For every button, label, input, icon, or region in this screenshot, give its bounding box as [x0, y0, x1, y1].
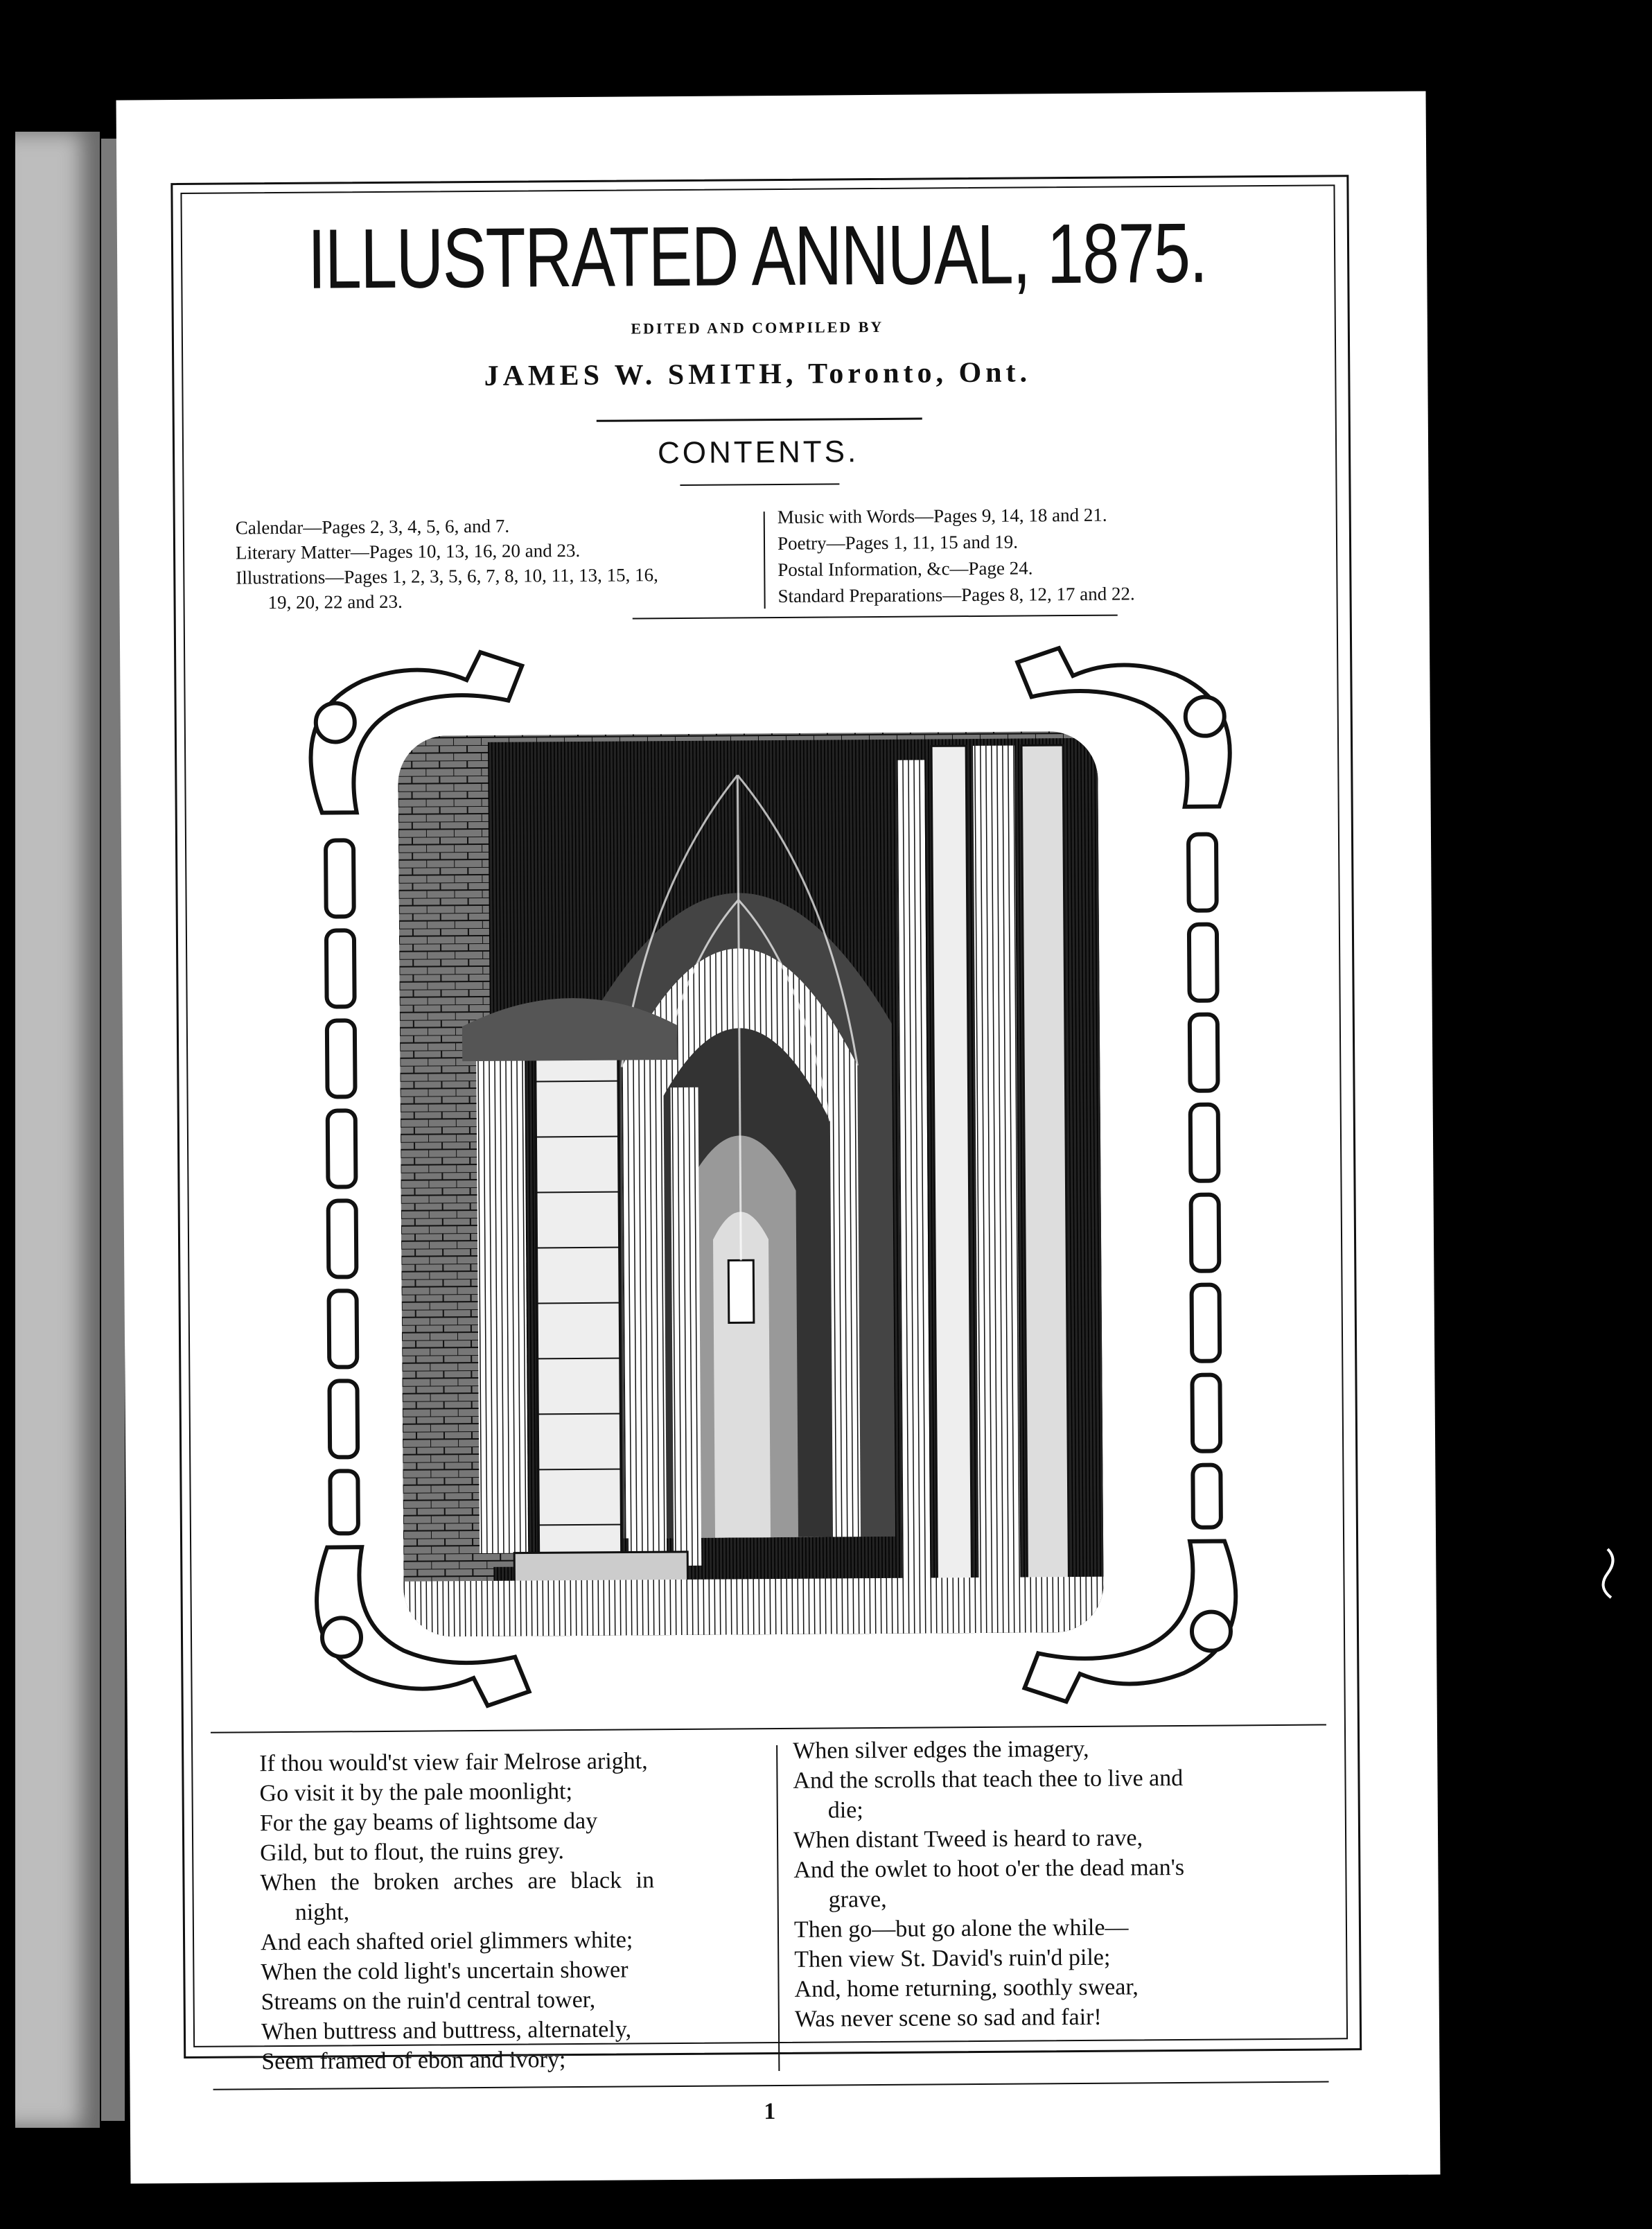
poem-line: Go visit it by the pale moonlight; — [259, 1778, 573, 1807]
poem-line: grave, — [828, 1886, 887, 1913]
abbey-illustration — [258, 633, 1288, 1721]
poem-line: Then view St. David's ruin'd pile; — [794, 1944, 1111, 1973]
poem-line: When buttress and buttress, alternately, — [261, 2016, 632, 2045]
poem-line: Gild, but to flout, the ruins grey. — [260, 1838, 565, 1867]
poem-bottom-rule — [213, 2081, 1329, 2090]
poem-line: When the cold light's uncertain shower — [261, 1957, 629, 1986]
document-page — [116, 91, 1441, 2183]
contents-item: Calendar—Pages 2, 3, 4, 5, 6, and 7. — [235, 515, 510, 539]
poem-line: If thou would'st view fair Melrose aright, — [259, 1748, 648, 1777]
page-title: ILLUSTRATED ANNUAL, 1875. — [307, 205, 1207, 306]
gothic-abbey-engraving — [398, 731, 1107, 1644]
poem-line: night, — [295, 1899, 350, 1925]
poem-line: When silver edges the imagery, — [793, 1736, 1089, 1764]
poem-line: For the gay beams of lightsome day — [259, 1808, 598, 1837]
poem-line: And, home returning, soothly swear, — [794, 1974, 1139, 2002]
scan-background-left — [0, 0, 15, 2229]
poem-line: When the broken arches are black in — [260, 1867, 655, 1896]
poem-line: Streams on the ruin'd central tower, — [261, 1986, 596, 2016]
contents-item: Illustrations—Pages 1, 2, 3, 5, 6, 7, 8, 10, 11, 13, 15, 16, — [236, 564, 658, 588]
poem-line: And the scrolls that teach thee to live and — [793, 1765, 1184, 1794]
previous-page-edge — [15, 132, 100, 2128]
poem-line: When distant Tweed is heard to rave, — [793, 1825, 1143, 1853]
poem-line: Then go—but go alone the while— — [793, 1914, 1129, 1943]
poem-line: Seem framed of ebon and ivory; — [261, 2047, 566, 2075]
editor-name: JAMES W. SMITH, Toronto, Ont. — [484, 356, 1032, 392]
contents-item: Literary Matter—Pages 10, 13, 16, 20 and 23. — [235, 539, 581, 563]
contents-item: 19, 20, 22 and 23. — [267, 591, 403, 613]
poem-line: die; — [827, 1797, 863, 1824]
scan-artifact-icon — [1594, 1546, 1622, 1601]
edited-by-label: EDITED AND COMPILED BY — [631, 317, 884, 338]
contents-item: Postal Information, &c—Page 24. — [777, 557, 1033, 580]
contents-item: Music with Words—Pages 9, 14, 18 and 21. — [777, 504, 1107, 527]
contents-item: Standard Preparations—Pages 8, 12, 17 and 22. — [777, 583, 1135, 606]
page-number: 1 — [764, 2099, 776, 2125]
poem-line: Was never scene so sad and fair! — [794, 2004, 1102, 2032]
poem-line: And the owlet to hoot o'er the dead man's — [793, 1854, 1185, 1883]
poem-line: And each shafted oriel glimmers white; — [260, 1927, 633, 1956]
contents-item: Poetry—Pages 1, 11, 15 and 19. — [777, 531, 1019, 554]
contents-heading: CONTENTS. — [657, 435, 859, 471]
